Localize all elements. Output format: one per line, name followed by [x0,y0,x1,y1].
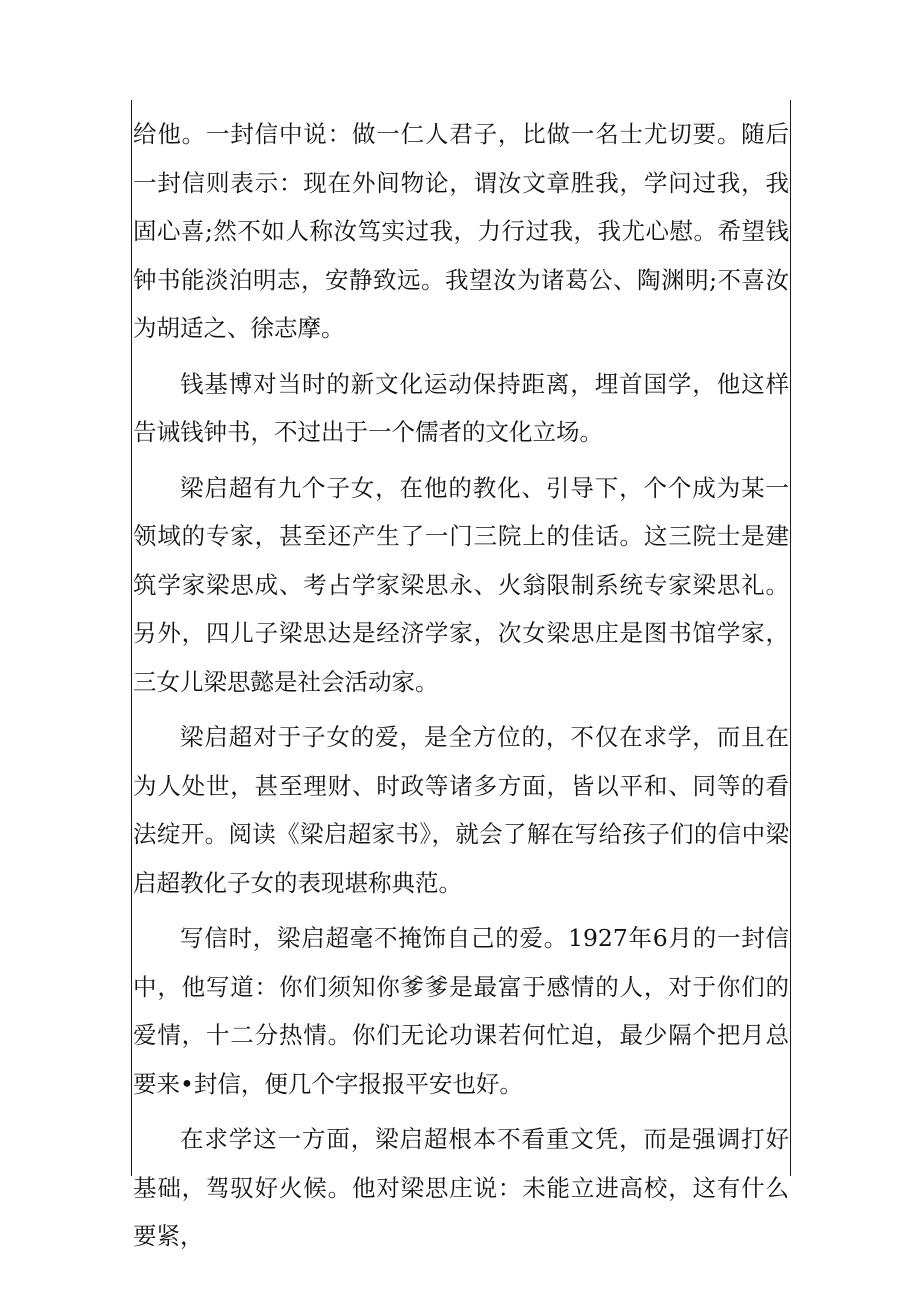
paragraph-5: 写信时，梁启超毫不掩饰自己的爱。1927年6月的一封信中，他写道：你们须知你爹爹是最富于感情的人，对于你们的爱情，十二分热情。你们无论功课若何忙迫，最少隔个把月总要来•封信，便几个字报报平安也好。 [133,924,789,1098]
paragraph-6: 在求学这一方面，梁启超根本不看重文凭，而是强调打好基础，驾驭好火候。他对梁思庄说：未能立进高校，这有什么要紧， [133,1125,789,1250]
paragraph-4: 梁启超对于子女的爱，是全方位的，不仅在求学，而且在为人处世，甚至理财、时政等诸多方面，皆以平和、同等的看法绽开。阅读《梁启超家书》，就会了解在写给孩子们的信中梁启超教化子女的表现堪称典范。 [133,723,789,897]
paragraph-2: 钱基博对当时的新文化运动保持距离，埋首国学，他这样告诫钱钟书，不过出于一个儒者的文化立场。 [133,369,789,446]
right-border-line [790,100,791,1176]
body-text [133,110,789,1261]
left-border-line [131,100,132,1176]
paragraph-1: 给他。一封信中说：做一仁人君子，比做一名士尤切要。随后一封信则表示：现在外间物论，谓汝文章胜我，学问过我，我固心喜;然不如人称汝笃实过我，力行过我，我尤心慰。希望钱钟书能淡泊明志，安静致远。我望汝为诸葛公、陶渊明;不喜汝为胡适之、徐志摩。 [133,120,789,342]
paragraph-3: 梁启超有九个子女，在他的教化、引导下，个个成为某一领域的专家，甚至还产生了一门三院上的佳话。这三院士是建筑学家梁思成、考占学家梁思永、火翁限制系统专家梁思礼。另外，四儿子梁思达是经济学家，次女梁思庄是图书馆学家，三女儿梁思懿是社会活动家。 [133,473,789,696]
